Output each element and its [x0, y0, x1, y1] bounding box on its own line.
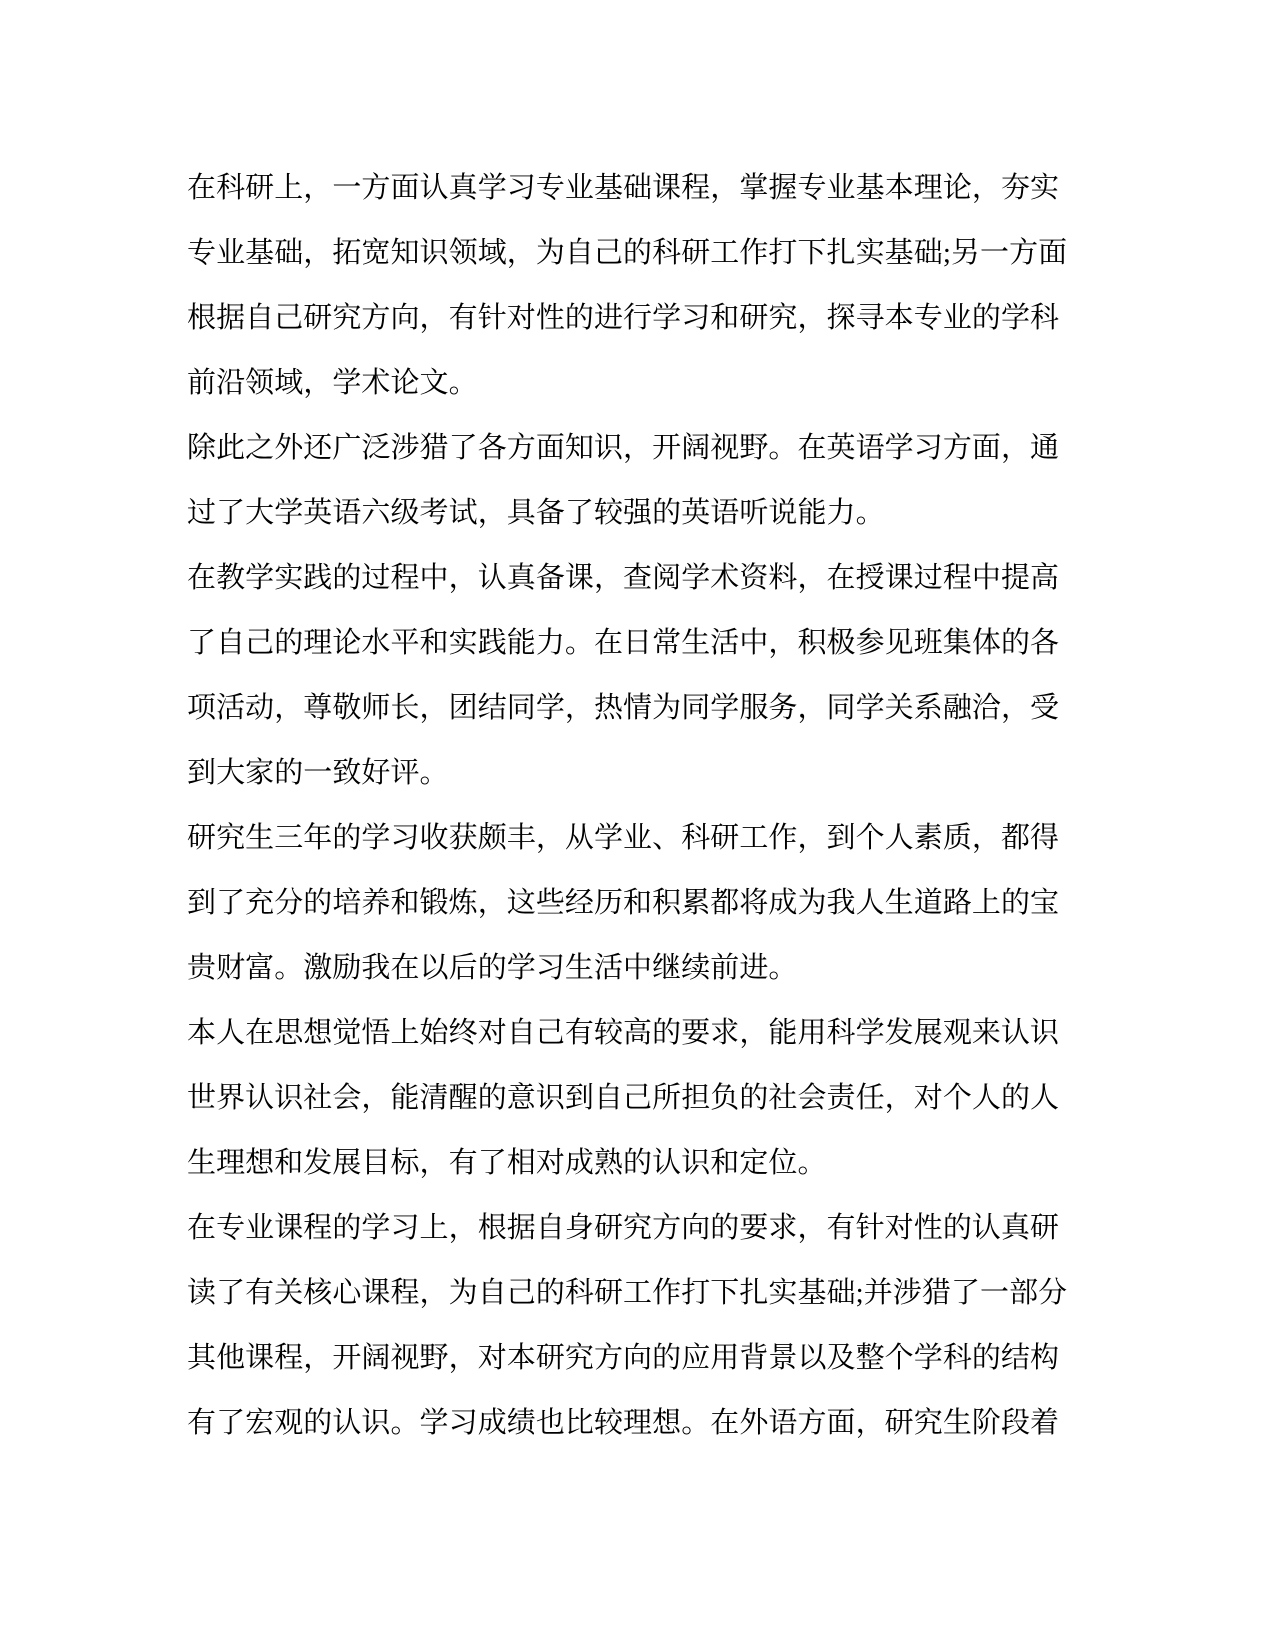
paragraph-3: [187, 546, 1092, 806]
text-line: 世界认识社会，能清醒的意识到自己所担负的社会责任，对个人的人: [187, 1082, 1060, 1114]
paragraph-4: [187, 806, 1092, 1001]
text-line: 生理想和发展目标，有了相对成熟的认识和定位。: [187, 1147, 827, 1179]
text-line: 专业基础，拓宽知识领域，为自己的科研工作打下扎实基础;另一方面: [187, 237, 1068, 269]
text-line: 前沿领域，学术论文。: [187, 367, 478, 399]
text-line: 有了宏观的认识。学习成绩也比较理想。在外语方面，研究生阶段着: [187, 1407, 1060, 1439]
text-block: [187, 156, 1092, 1456]
text-line: 在教学实践的过程中，认真备课，查阅学术资料，在授课过程中提高: [187, 562, 1060, 594]
text-line: 读了有关核心课程，为自己的科研工作打下扎实基础;并涉猎了一部分: [187, 1277, 1068, 1309]
text-line: 过了大学英语六级考试，具备了较强的英语听说能力。: [187, 497, 885, 529]
text-line: 本人在思想觉悟上始终对自己有较高的要求，能用科学发展观来认识: [187, 1017, 1060, 1049]
paragraph-6: [187, 1196, 1092, 1456]
text-line: 除此之外还广泛涉猎了各方面知识，开阔视野。在英语学习方面，通: [187, 432, 1060, 464]
paragraph-2: [187, 416, 1092, 546]
text-line: 到大家的一致好评。: [187, 757, 449, 789]
text-line: 在科研上，一方面认真学习专业基础课程，掌握专业基本理论，夯实: [187, 172, 1060, 204]
text-line: 项活动，尊敬师长，团结同学，热情为同学服务，同学关系融洽，受: [187, 692, 1060, 724]
text-line: 贵财富。激励我在以后的学习生活中继续前进。: [187, 952, 798, 984]
text-line: 在专业课程的学习上，根据自身研究方向的要求，有针对性的认真研: [187, 1212, 1060, 1244]
paragraph-5: [187, 1001, 1092, 1196]
text-line: 其他课程，开阔视野，对本研究方向的应用背景以及整个学科的结构: [187, 1342, 1060, 1374]
text-line: 到了充分的培养和锻炼，这些经历和积累都将成为我人生道路上的宝: [187, 887, 1060, 919]
text-line: 了自己的理论水平和实践能力。在日常生活中，积极参见班集体的各: [187, 627, 1060, 659]
text-line: 根据自己研究方向，有针对性的进行学习和研究，探寻本专业的学科: [187, 302, 1060, 334]
text-line: 研究生三年的学习收获颇丰，从学业、科研工作，到个人素质，都得: [187, 822, 1060, 854]
paragraph-1: [187, 156, 1092, 416]
